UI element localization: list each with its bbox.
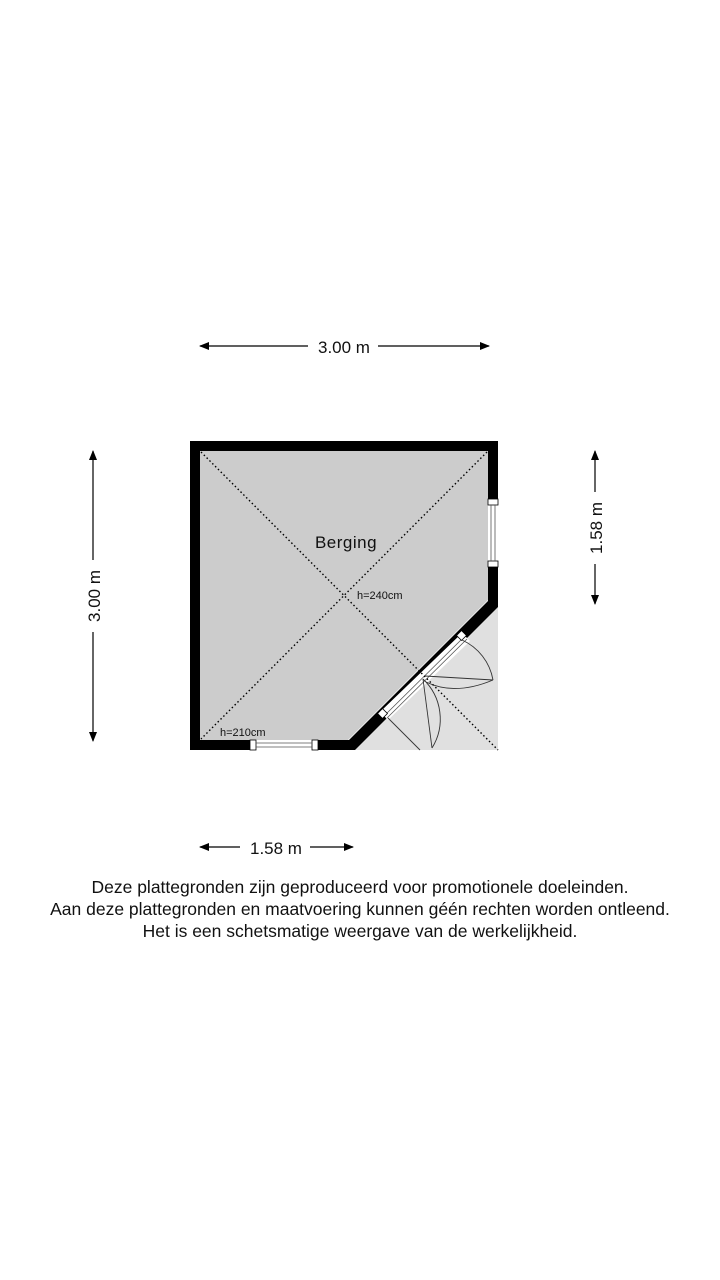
dimension-left [85, 451, 104, 741]
disclaimer-line: Het is een schetsmatige weergave van de werkelijkheid. [142, 921, 578, 941]
svg-text:1.58 m: 1.58 m [587, 502, 606, 554]
room-name: Berging [314, 533, 378, 552]
svg-text:1.58 m: 1.58 m [250, 839, 302, 858]
dimension-bottom [200, 839, 353, 858]
svg-text:3.00 m: 3.00 m [318, 338, 370, 357]
svg-text:3.00 m: 3.00 m [85, 570, 104, 622]
ceiling-height-main: h=240cm [357, 590, 403, 602]
disclaimer [0, 876, 720, 942]
disclaimer-line: Deze plattegronden zijn geproduceerd voor promotionele doeleinden. [91, 877, 629, 897]
dimension-top [200, 338, 489, 357]
ceiling-height-low: h=210cm [220, 727, 266, 739]
dimension-right [587, 451, 606, 604]
window-right [488, 499, 498, 567]
disclaimer-line: Aan deze plattegronden en maatvoering kunnen géén rechten worden ontleend. [50, 899, 670, 919]
window-bottom [250, 740, 318, 750]
